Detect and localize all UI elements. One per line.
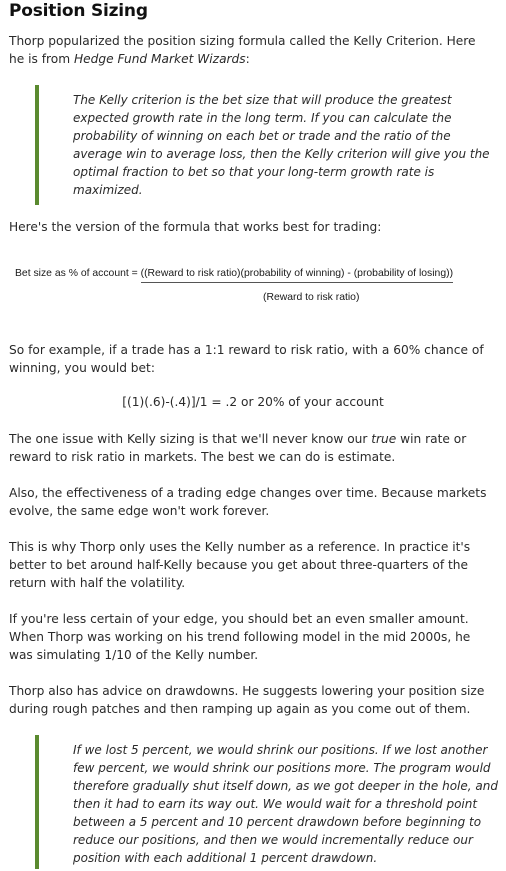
less-certain-paragraph: If you're less certain of your edge, you should bet an even smaller amount. When Thorp was working on his trend following model in the mid 2000s, he was simulating 1/10 of the Kelly number. xyxy=(9,612,471,662)
issue-text-after: win rate or reward to risk ratio in markets. The best we can do is estimate. xyxy=(9,432,467,464)
formula-numerator-line xyxy=(15,268,485,283)
kelly-formula xyxy=(15,268,485,303)
formula-lhs: Bet size as % of account = xyxy=(15,268,141,279)
drawdown-quote-text: If we lost 5 percent, we would shrink our positions. If we lost another few percent, we would shrink our positions more. The program would therefore gradually shut itself down, as we got deeper in the hole, and then it had to earn its way out. We would wait for a threshold point between a 5 percent and 10 percent drawdown before beginning to reduce our positions, and then we would incrementally reduce our position with each additional 1 percent drawdown. xyxy=(73,743,498,865)
example-calculation: [(1)(.6)-(.4)]/1 = .2 or 20% of your account xyxy=(122,395,384,409)
section-title: Position Sizing xyxy=(9,1,148,21)
drawdowns-paragraph: Thorp also has advice on drawdowns. He suggests lowering your position size during rough patches and then ramping up again as you come out of them. xyxy=(9,684,485,716)
intro-text: Thorp popularized the position sizing formula called the Kelly Criterion. Here he is from xyxy=(9,34,476,66)
issue-text-before: The one issue with Kelly sizing is that we'll never know our xyxy=(9,432,372,446)
kelly-issue-paragraph xyxy=(9,430,493,466)
formula-numerator: ((Reward to risk ratio)(probability of winning) - (probability of losing)) xyxy=(141,268,453,283)
kelly-quote xyxy=(35,85,503,205)
kelly-quote-text: The Kelly criterion is the bet size that will produce the greatest expected growth rate in the long term. If you can calculate the probability of winning on each bet or trade and the ratio of the average win to average loss, then the Kelly criterion will give you the optimal fraction to bet so that your long-term growth rate is maximized. xyxy=(73,93,490,197)
formula-denominator: (Reward to risk ratio) xyxy=(263,292,360,303)
issue-emphasis: true xyxy=(371,432,397,446)
intro-paragraph xyxy=(9,32,493,68)
formula-intro: Here's the version of the formula that works best for trading: xyxy=(9,220,382,234)
edge-paragraph: Also, the effectiveness of a trading edge changes over time. Because markets evolve, the same edge won't work forever. xyxy=(9,486,487,518)
book-title: Hedge Fund Market Wizards xyxy=(73,52,246,66)
half-kelly-paragraph: This is why Thorp only uses the Kelly number as a reference. In practice it's better to bet around half-Kelly because you get about three-quarters of the return with half the volatility. xyxy=(9,540,471,590)
drawdown-quote xyxy=(35,735,503,869)
example-intro: So for example, if a trade has a 1:1 reward to risk ratio, with a 60% chance of winning, you would bet: xyxy=(9,343,484,375)
intro-colon: : xyxy=(245,52,250,66)
